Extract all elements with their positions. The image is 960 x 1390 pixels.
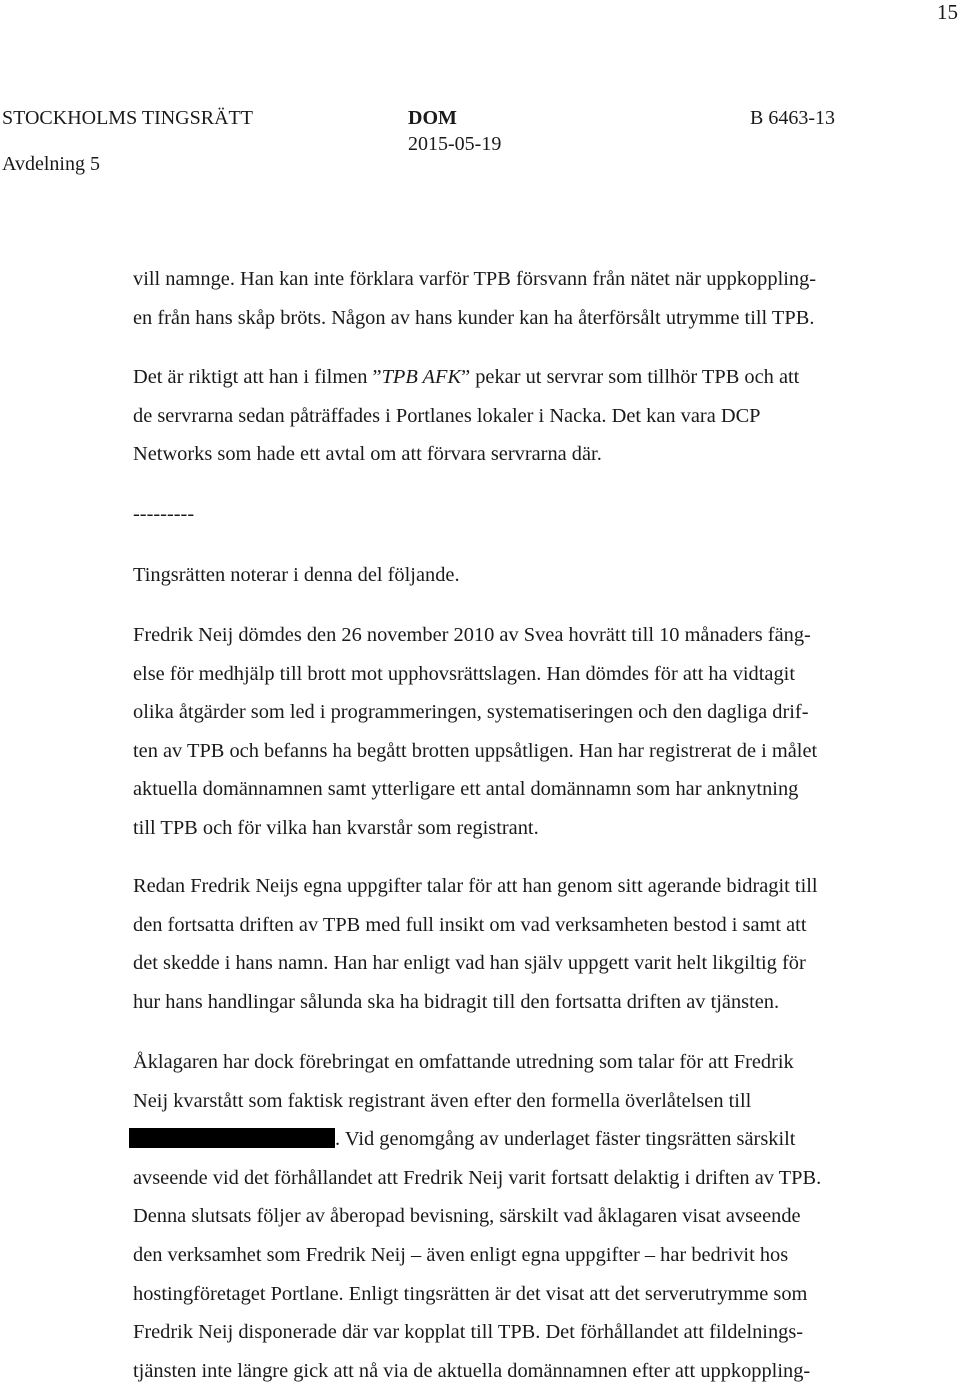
text-line <box>133 358 933 397</box>
text-line: Åklagaren har dock förebringat en omfattande utredning som talar för att Fredrik <box>133 1051 794 1073</box>
document-type: DOM <box>408 107 457 129</box>
document-date: 2015-05-19 <box>408 133 502 155</box>
court-name: STOCKHOLMS TINGSRÄTT <box>2 107 253 129</box>
text-line: den verksamhet som Fredrik Neij – även enligt egna uppgifter – har bedrivit hos <box>133 1243 789 1266</box>
text-line: Networks som hade ett avtal om att förvara servrarna där. <box>133 443 602 466</box>
text-line: den fortsatta driften av TPB med full insikt om vad verksamheten bestod i samt att <box>133 913 807 936</box>
redaction-bar <box>129 1128 335 1148</box>
text-line: aktuella domännamnen samt ytterligare ett antal domännamn som har anknytning <box>133 778 799 801</box>
text-line: en från hans skåp bröts. Någon av hans kunder kan ha återförsålt utrymme till TPB. <box>133 306 815 329</box>
text-line: ten av TPB och befanns ha begått brotten uppsåtligen. Han har registrerat de i målet <box>133 739 818 762</box>
text-line: avseende vid det förhållandet att Fredrik Neij varit fortsatt delaktig i driften av TPB. <box>133 1166 822 1189</box>
text-line: hur hans handlingar sålunda ska ha bidragit till den fortsatta driften av tjänsten. <box>133 990 780 1013</box>
paragraph-4 <box>133 616 933 848</box>
case-number: B 6463-13 <box>750 107 835 129</box>
text-line: hostingföretaget Portlane. Enligt tingsrätten är det visat att det serverutrymme som <box>133 1282 808 1305</box>
text-line: --------- <box>133 503 195 525</box>
section-divider <box>133 495 933 534</box>
text-segment: Det är riktigt att han i filmen ” <box>133 366 382 388</box>
text-line: else för medhjälp till brott mot upphovsrättslagen. Han dömdes för att ha vidtagit <box>133 662 795 685</box>
paragraph-1 <box>133 260 933 337</box>
text-line: Fredrik Neij dömdes den 26 november 2010 av Svea hovrätt till 10 månaders fäng- <box>133 624 811 646</box>
paragraph-2 <box>133 358 933 474</box>
text-line: Fredrik Neij disponerade där var kopplat till TPB. Det förhållandet att fildelnings- <box>133 1321 804 1344</box>
text-line <box>133 1120 933 1159</box>
text-line: olika åtgärder som led i programmeringen, systematiseringen och den dagliga drif- <box>133 701 809 724</box>
text-line: det skedde i hans namn. Han har enligt vad han själv uppgett varit helt likgiltig för <box>133 952 806 975</box>
paragraph-court-notes <box>133 556 933 595</box>
paragraph-6 <box>133 1043 933 1390</box>
text-line: Neij kvarstått som faktisk registrant även efter den formella överlåtelsen till <box>133 1089 752 1112</box>
text-line: tjänsten inte längre gick att nå via de aktuella domännamnen efter att uppkoppling- <box>133 1359 811 1382</box>
text-segment: . Vid genomgång av underlaget fäster tingsrätten särskilt <box>335 1128 796 1151</box>
text-line: Denna slutsats följer av åberopad bevisning, särskilt vad åklagaren visat avseende <box>133 1205 801 1228</box>
text-line: Redan Fredrik Neijs egna uppgifter talar för att han genom sitt agerande bidragit till <box>133 875 818 897</box>
text-line: Tingsrätten noterar i denna del följande. <box>133 564 460 586</box>
text-line: till TPB och för vilka han kvarstår som registrant. <box>133 816 539 839</box>
division: Avdelning 5 <box>2 153 100 175</box>
paragraph-5 <box>133 867 933 1021</box>
film-title: TPB AFK <box>381 366 462 388</box>
text-line: de servrarna sedan påträffades i Portlanes lokaler i Nacka. Det kan vara DCP <box>133 404 761 427</box>
text-segment: ” pekar ut servrar som tillhör TPB och att <box>461 366 800 388</box>
text-line: vill namnge. Han kan inte förklara varför TPB försvann från nätet när uppkoppling- <box>133 268 817 290</box>
page-number: 15 <box>937 0 958 24</box>
